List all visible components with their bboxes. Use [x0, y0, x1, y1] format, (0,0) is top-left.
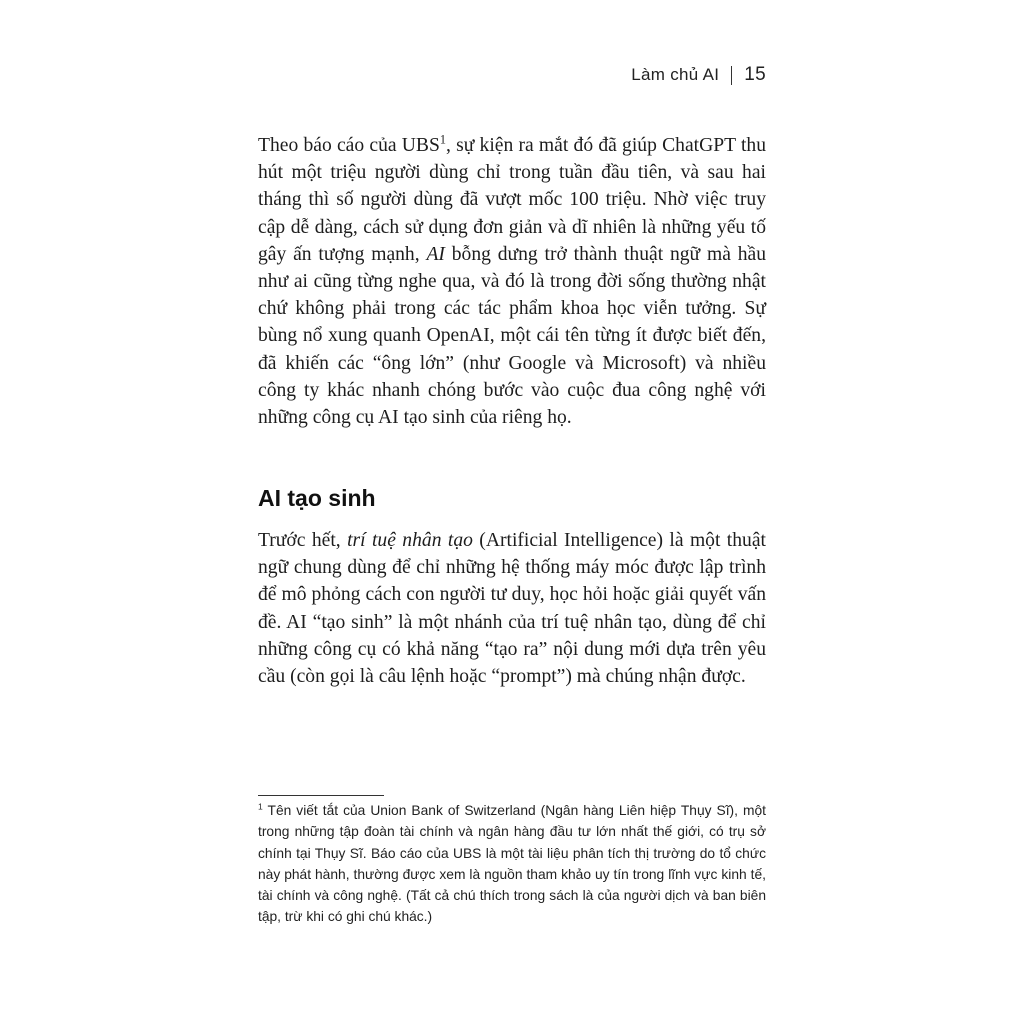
paragraph-text: bỗng dưng trở thành thuật ngữ mà hầu như ai cũng từng nghe qua, và đó là trong đời sống thường nhật chứ không phải trong các tác phẩm khoa học viễn tưởng. Sự bùng nổ xung quanh OpenAI, một cái tên từng ít được biết đến, đã khiến các “ông lớn” (như Google và Microsoft) và nhiều công ty khác nhanh chóng bước vào cuộc đua công nghệ với những công cụ AI tạo sinh của riêng họ.: [258, 243, 767, 429]
paragraph-text: Trước hết,: [258, 530, 348, 551]
running-header: [631, 64, 766, 86]
page-number: 15: [744, 64, 766, 85]
paragraph-text: Theo báo cáo của UBS: [258, 135, 440, 156]
paragraph-text: , sự kiện ra mắt đó đã giúp ChatGPT thu hút một triệu người dùng chỉ trong tuần đầu tiên, và sau hai tháng thì số người dùng đã vượt mốc 100 triệu. Nhờ việc truy cập dễ dàng, cách sử dụng đơn giản và dĩ nhiên là những yếu tố gây ấn tượng mạnh,: [258, 135, 767, 265]
paragraph-text: (Artificial Intelligence) là một thuật ngữ chung dùng để chỉ những hệ thống máy móc được lập trình để mô phỏng cách con người tư duy, học hỏi hoặc giải quyết vấn đề. AI “tạo sinh” là một nhánh của trí tuệ nhân tạo, dùng để chỉ những công cụ có khả năng “tạo ra” nội dung mới dựa trên yêu cầu (còn gọi là câu lệnh hoặc “prompt”) mà chúng nhận được.: [258, 530, 766, 688]
footnote-marker: 1: [258, 801, 263, 812]
footnote-reference: 1: [439, 132, 446, 147]
footnote: [258, 800, 766, 928]
body-paragraph-2: [258, 527, 766, 690]
body-paragraph-1: [258, 132, 766, 431]
emphasized-term: trí tuệ nhân tạo: [347, 530, 473, 551]
emphasized-term: AI: [426, 243, 445, 265]
running-title: Làm chủ AI: [631, 65, 720, 84]
footnote-divider: [258, 795, 384, 796]
section-heading: AI tạo sinh: [258, 485, 376, 511]
footnote-text: Tên viết tắt của Union Bank of Switzerland (Ngân hàng Liên hiệp Thụy Sĩ), một trong những tập đoàn tài chính và ngân hàng đầu tư lớn nhất thế giới, có trụ sở chính tại Thụy Sĩ. Báo cáo của UBS là một tài liệu phân tích thị trường do tổ chức này phát hành, thường được xem là nguồn tham khảo uy tín trong lĩnh vực kinh tế, tài chính và công nghệ. (Tất cả chú thích trong sách là của người dịch và ban biên tập, trừ khi có ghi chú khác.): [258, 803, 766, 925]
header-separator: [731, 66, 732, 85]
